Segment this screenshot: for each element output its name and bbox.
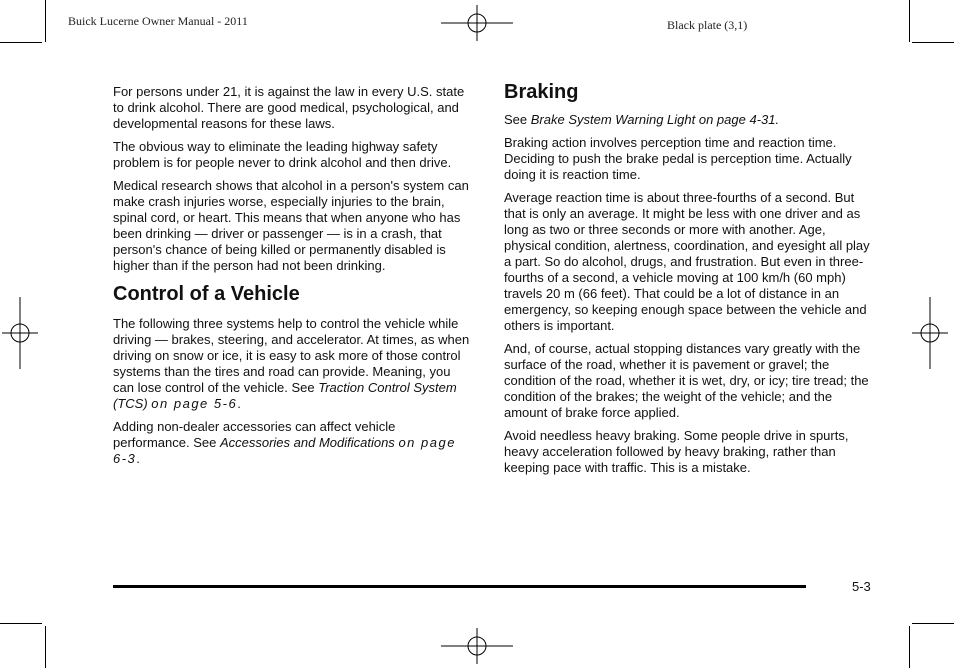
- see-prefix: See: [504, 112, 531, 127]
- registration-mark-icon: [441, 5, 513, 41]
- registration-mark-icon: [441, 628, 513, 664]
- cross-reference-link[interactable]: Accessories and Modifications: [219, 435, 395, 450]
- cross-reference-page[interactable]: on page 6-3: [113, 435, 456, 466]
- paragraph: [113, 316, 473, 412]
- left-column: [113, 84, 473, 474]
- paragraph: And, of course, actual stopping distances vary greatly with the surface of the road, whether it is pavement or gravel; the condition of the road, whether it is wet, dry, or icy; tire tread; the condition of the brakes; the weight of the vehicle; and the amount of brake force applied.: [504, 341, 869, 420]
- crop-mark: [909, 626, 910, 668]
- crop-mark: [912, 623, 954, 624]
- paragraph: [113, 419, 473, 467]
- registration-mark-icon: [912, 297, 948, 369]
- plate-label: Black plate (3,1): [667, 18, 748, 32]
- paragraph-end: .: [237, 396, 241, 411]
- crop-mark: [45, 626, 46, 668]
- paragraph: Braking action involves perception time and reaction time. Deciding to push the brake pedal is perception time. Actually doing it is reaction time.: [504, 135, 852, 182]
- paragraph: [504, 112, 872, 128]
- paragraph: The obvious way to eliminate the leading highway safety problem is for people never to drink alcohol and then drive.: [113, 139, 452, 170]
- page-number: 5-3: [852, 579, 871, 594]
- paragraph: Avoid needless heavy braking. Some people drive in spurts, heavy acceleration followed by heavy braking, rather than keeping pace with traffic. This is a mistake.: [504, 428, 849, 475]
- footer-rule: [113, 585, 806, 588]
- section-heading: Control of a Vehicle: [113, 283, 300, 305]
- manual-title: Buick Lucerne Owner Manual - 2011: [68, 14, 248, 28]
- cross-reference-link[interactable]: Traction Control System (TCS): [113, 380, 457, 411]
- paragraph: For persons under 21, it is against the law in every U.S. state to drink alcohol. There are good medical, psychological, and developmental reasons for these laws.: [113, 84, 465, 131]
- section-heading: Braking: [504, 81, 579, 103]
- crop-mark: [0, 42, 42, 43]
- paragraph-end: .: [136, 451, 140, 466]
- paragraph: Average reaction time is about three-fourths of a second. But that is only an average. It might be less with one driver and as long as two or three seconds or more with another. Age, physical condition, alertness, coordination, and eyesight all play a part. So do alcohol, drugs, and frustration. But even in three-fourths of a second, a vehicle moving at 100 km/h (60 mph) travels 20 m (66 feet). That could be a lot of distance in an emergency, so keeping enough space between the vehicle and others is important.: [504, 190, 870, 333]
- crop-mark: [912, 42, 954, 43]
- cross-reference-link[interactable]: Brake System Warning Light on page 4-31.: [530, 112, 780, 127]
- crop-mark: [45, 0, 46, 42]
- paragraph-text: Adding non-dealer accessories can affect vehicle performance. See: [113, 419, 396, 450]
- crop-mark: [909, 0, 910, 42]
- registration-mark-icon: [2, 297, 38, 369]
- paragraph-text: The following three systems help to control the vehicle while driving — brakes, steering, and accelerator. At times, as when driving on snow or ice, it is easy to ask more of those control systems than the tires and road can provide. Meaning, you can lose control of the vehicle. See: [113, 316, 470, 395]
- cross-reference-page[interactable]: on page 5-6: [151, 396, 238, 411]
- right-column: [504, 80, 872, 483]
- crop-mark: [0, 623, 42, 624]
- paragraph: Medical research shows that alcohol in a person's system can make crash injuries worse, especially injuries to the brain, spinal cord, or heart. This means that when anyone who has been drinking — driver or passenger — is in a crash, that person's chance of being killed or permanently disabled is higher than if the person had not been drinking.: [113, 178, 469, 273]
